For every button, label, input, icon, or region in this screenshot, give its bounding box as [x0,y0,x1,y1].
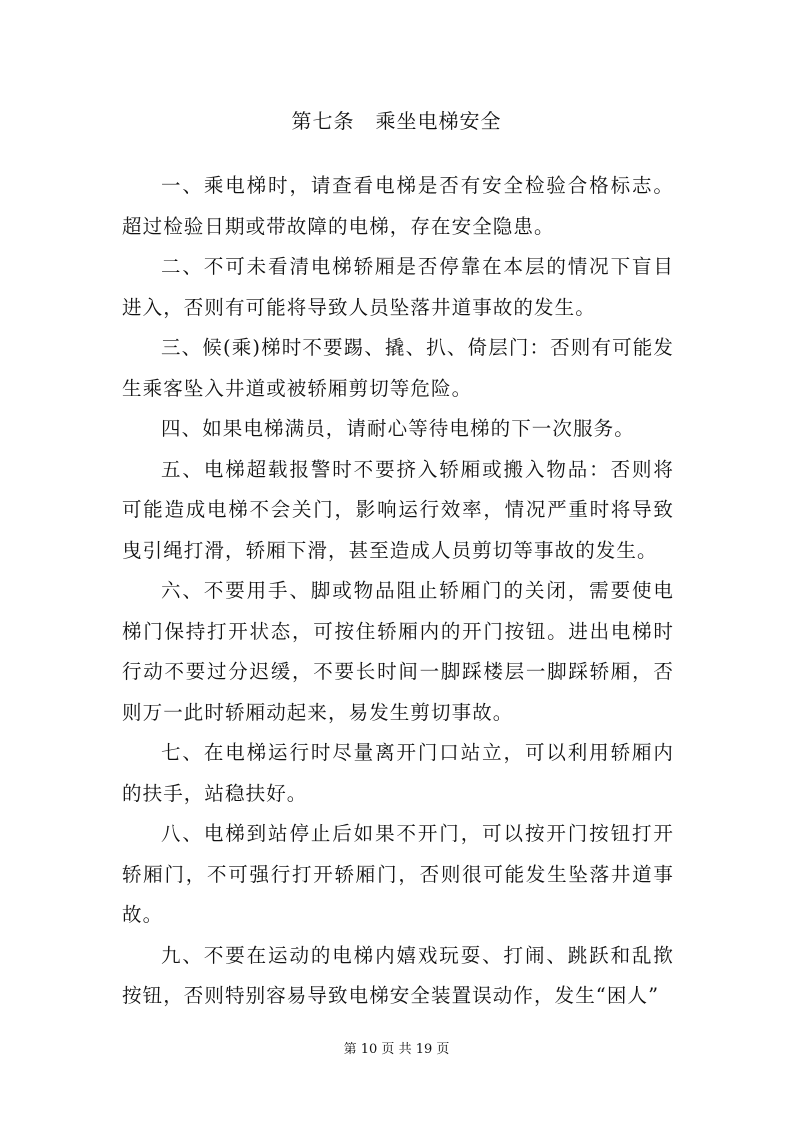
paragraph-8: 八、电梯到站停止后如果不开门，可以按开门按钮打开轿厢门，不可强行打开轿厢门，否则很可能发生坠落井道事故。 [122,822,674,926]
paragraph-1: 一、乘电梯时，请查看电梯是否有安全检验合格标志。超过检验日期或带故障的电梯，存在安全隐患。 [122,174,674,238]
paragraph-3: 三、候(乘)梯时不要踢、撬、扒、倚层门：否则有可能发生乘客坠入井道或被轿厢剪切等危险。 [122,336,674,400]
paragraph-6: 六、不要用手、脚或物品阻止轿厢门的关闭，需要使电梯门保持打开状态，可按住轿厢内的开门按钮。进出电梯时行动不要过分迟缓，不要长时间一脚踩楼层一脚踩轿厢，否则万一此时轿厢动起来，易发生剪切事故。 [122,579,674,724]
document-body [122,166,674,1017]
paragraph-4: 四、如果电梯满员，请耐心等待电梯的下一次服务。 [161,417,635,440]
page-number-footer: 第 10 页 共 19 页 [343,1042,450,1057]
paragraph-7: 七、在电梯运行时尽量离开门口站立，可以利用轿厢内的扶手，站稳扶好。 [122,741,674,805]
paragraph-2: 二、不可未看清电梯轿厢是否停靠在本层的情况下盲目进入，否则有可能将导致人员坠落井道事故的发生。 [122,255,674,319]
paragraph-5: 五、电梯超载报警时不要挤入轿厢或搬入物品：否则将可能造成电梯不会关门，影响运行效率，情况严重时将导致曳引绳打滑，轿厢下滑，甚至造成人员剪切等事故的发生。 [122,457,674,562]
paragraph-9: 九、不要在运动的电梯内嬉戏玩耍、打闹、跳跃和乱揿按钮，否则特别容易导致电梯安全装置误动作，发生“困人” [122,943,674,1007]
page-title: 第七条 乘坐电梯安全 [291,109,502,133]
